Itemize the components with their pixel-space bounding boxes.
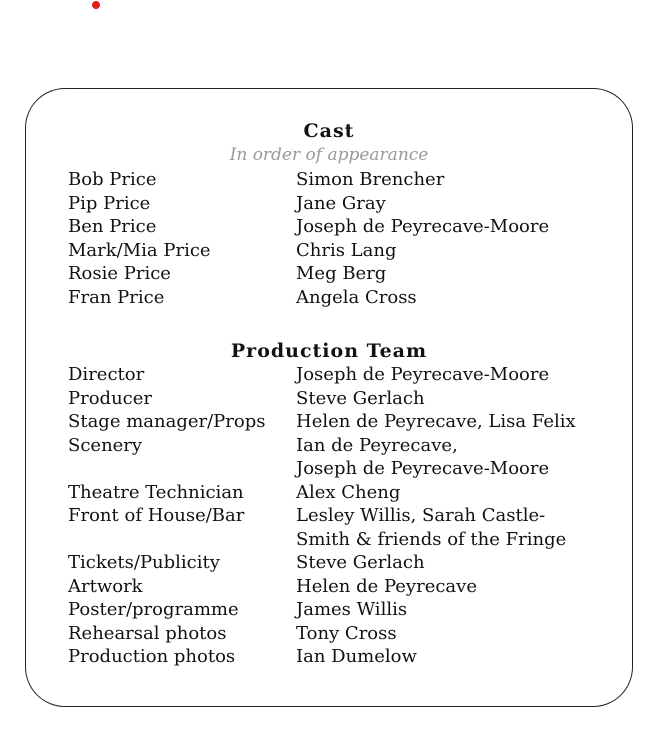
production-name-line: Tony Cross xyxy=(296,622,397,644)
cast-role: Pip Price xyxy=(68,192,151,214)
production-names xyxy=(296,598,608,622)
production-name-line: Joseph de Peyrecave-Moore xyxy=(296,458,550,479)
cast-role: Fran Price xyxy=(68,286,165,308)
production-role: Tickets/Publicity xyxy=(68,552,220,573)
production-role: Director xyxy=(68,364,145,385)
production-name-line: Joseph de Peyrecave-Moore xyxy=(296,364,550,385)
production-row xyxy=(68,481,608,505)
production-row xyxy=(68,504,608,551)
production-row xyxy=(68,645,608,669)
production-names xyxy=(296,387,608,411)
cast-row xyxy=(68,215,608,239)
production-role: Scenery xyxy=(68,434,143,456)
production-row xyxy=(68,387,608,411)
cast-row xyxy=(68,168,608,192)
cast-names xyxy=(296,168,608,192)
production-name-line: Smith & friends of the Fringe xyxy=(296,528,567,550)
cast-names xyxy=(296,192,608,216)
production-name-line: Steve Gerlach xyxy=(296,387,425,409)
cast-row xyxy=(68,239,608,263)
production-role: Artwork xyxy=(68,575,143,597)
production-names xyxy=(296,551,608,575)
production-name-line: Ian de Peyrecave, xyxy=(296,434,458,456)
production-role: Rehearsal photos xyxy=(68,622,227,644)
cast-name-line: Joseph de Peyrecave-Moore xyxy=(296,216,550,237)
production-role: Theatre Technician xyxy=(68,481,244,503)
cast-role: Ben Price xyxy=(68,216,157,237)
production-names xyxy=(296,410,608,434)
cast-heading: Cast xyxy=(303,120,355,142)
production-row xyxy=(68,598,608,622)
production-name-line: James Willis xyxy=(296,599,408,620)
production-heading: Production Team xyxy=(230,340,428,362)
production-list xyxy=(68,363,608,669)
production-name-line: Lesley Willis, Sarah Castle- xyxy=(296,505,546,526)
production-row xyxy=(68,363,608,387)
cast-name-line: Angela Cross xyxy=(296,286,417,308)
cast-name-line: Simon Brencher xyxy=(296,169,445,190)
production-names xyxy=(296,481,608,505)
production-row xyxy=(68,551,608,575)
cast-names xyxy=(296,215,608,239)
cast-names xyxy=(296,239,608,263)
production-names xyxy=(296,575,608,599)
production-name-line: Alex Cheng xyxy=(296,481,401,503)
production-row xyxy=(68,622,608,646)
cast-role: Rosie Price xyxy=(68,263,171,284)
cast-name-line: Jane Gray xyxy=(296,192,386,214)
credits-card xyxy=(25,88,633,707)
production-names xyxy=(296,645,608,669)
cast-row xyxy=(68,286,608,310)
cast-names xyxy=(296,262,608,286)
production-row xyxy=(68,434,608,481)
cast-role: Bob Price xyxy=(68,169,157,190)
production-names xyxy=(296,622,608,646)
production-name-line: Ian Dumelow xyxy=(296,646,417,667)
production-name-line: Helen de Peyrecave xyxy=(296,575,477,597)
production-names xyxy=(296,434,608,481)
production-names xyxy=(296,363,608,387)
production-role: Producer xyxy=(68,387,153,409)
cast-name-line: Meg Berg xyxy=(296,263,387,284)
production-row xyxy=(68,575,608,599)
cast-names xyxy=(296,286,608,310)
cast-role: Mark/Mia Price xyxy=(68,239,211,261)
cast-row xyxy=(68,192,608,216)
cast-list xyxy=(68,168,608,309)
production-name-line: Steve Gerlach xyxy=(296,552,425,573)
cast-row xyxy=(68,262,608,286)
production-name-line: Helen de Peyrecave, Lisa Felix xyxy=(296,411,576,432)
cast-subheading: In order of appearance xyxy=(229,145,429,165)
production-row xyxy=(68,410,608,434)
red-dot-marker xyxy=(92,1,100,9)
production-names xyxy=(296,504,608,551)
production-role: Front of House/Bar xyxy=(68,505,245,526)
production-role: Production photos xyxy=(68,646,236,667)
production-role: Stage manager/Props xyxy=(68,411,266,432)
production-role: Poster/programme xyxy=(68,599,239,620)
cast-name-line: Chris Lang xyxy=(296,239,397,261)
